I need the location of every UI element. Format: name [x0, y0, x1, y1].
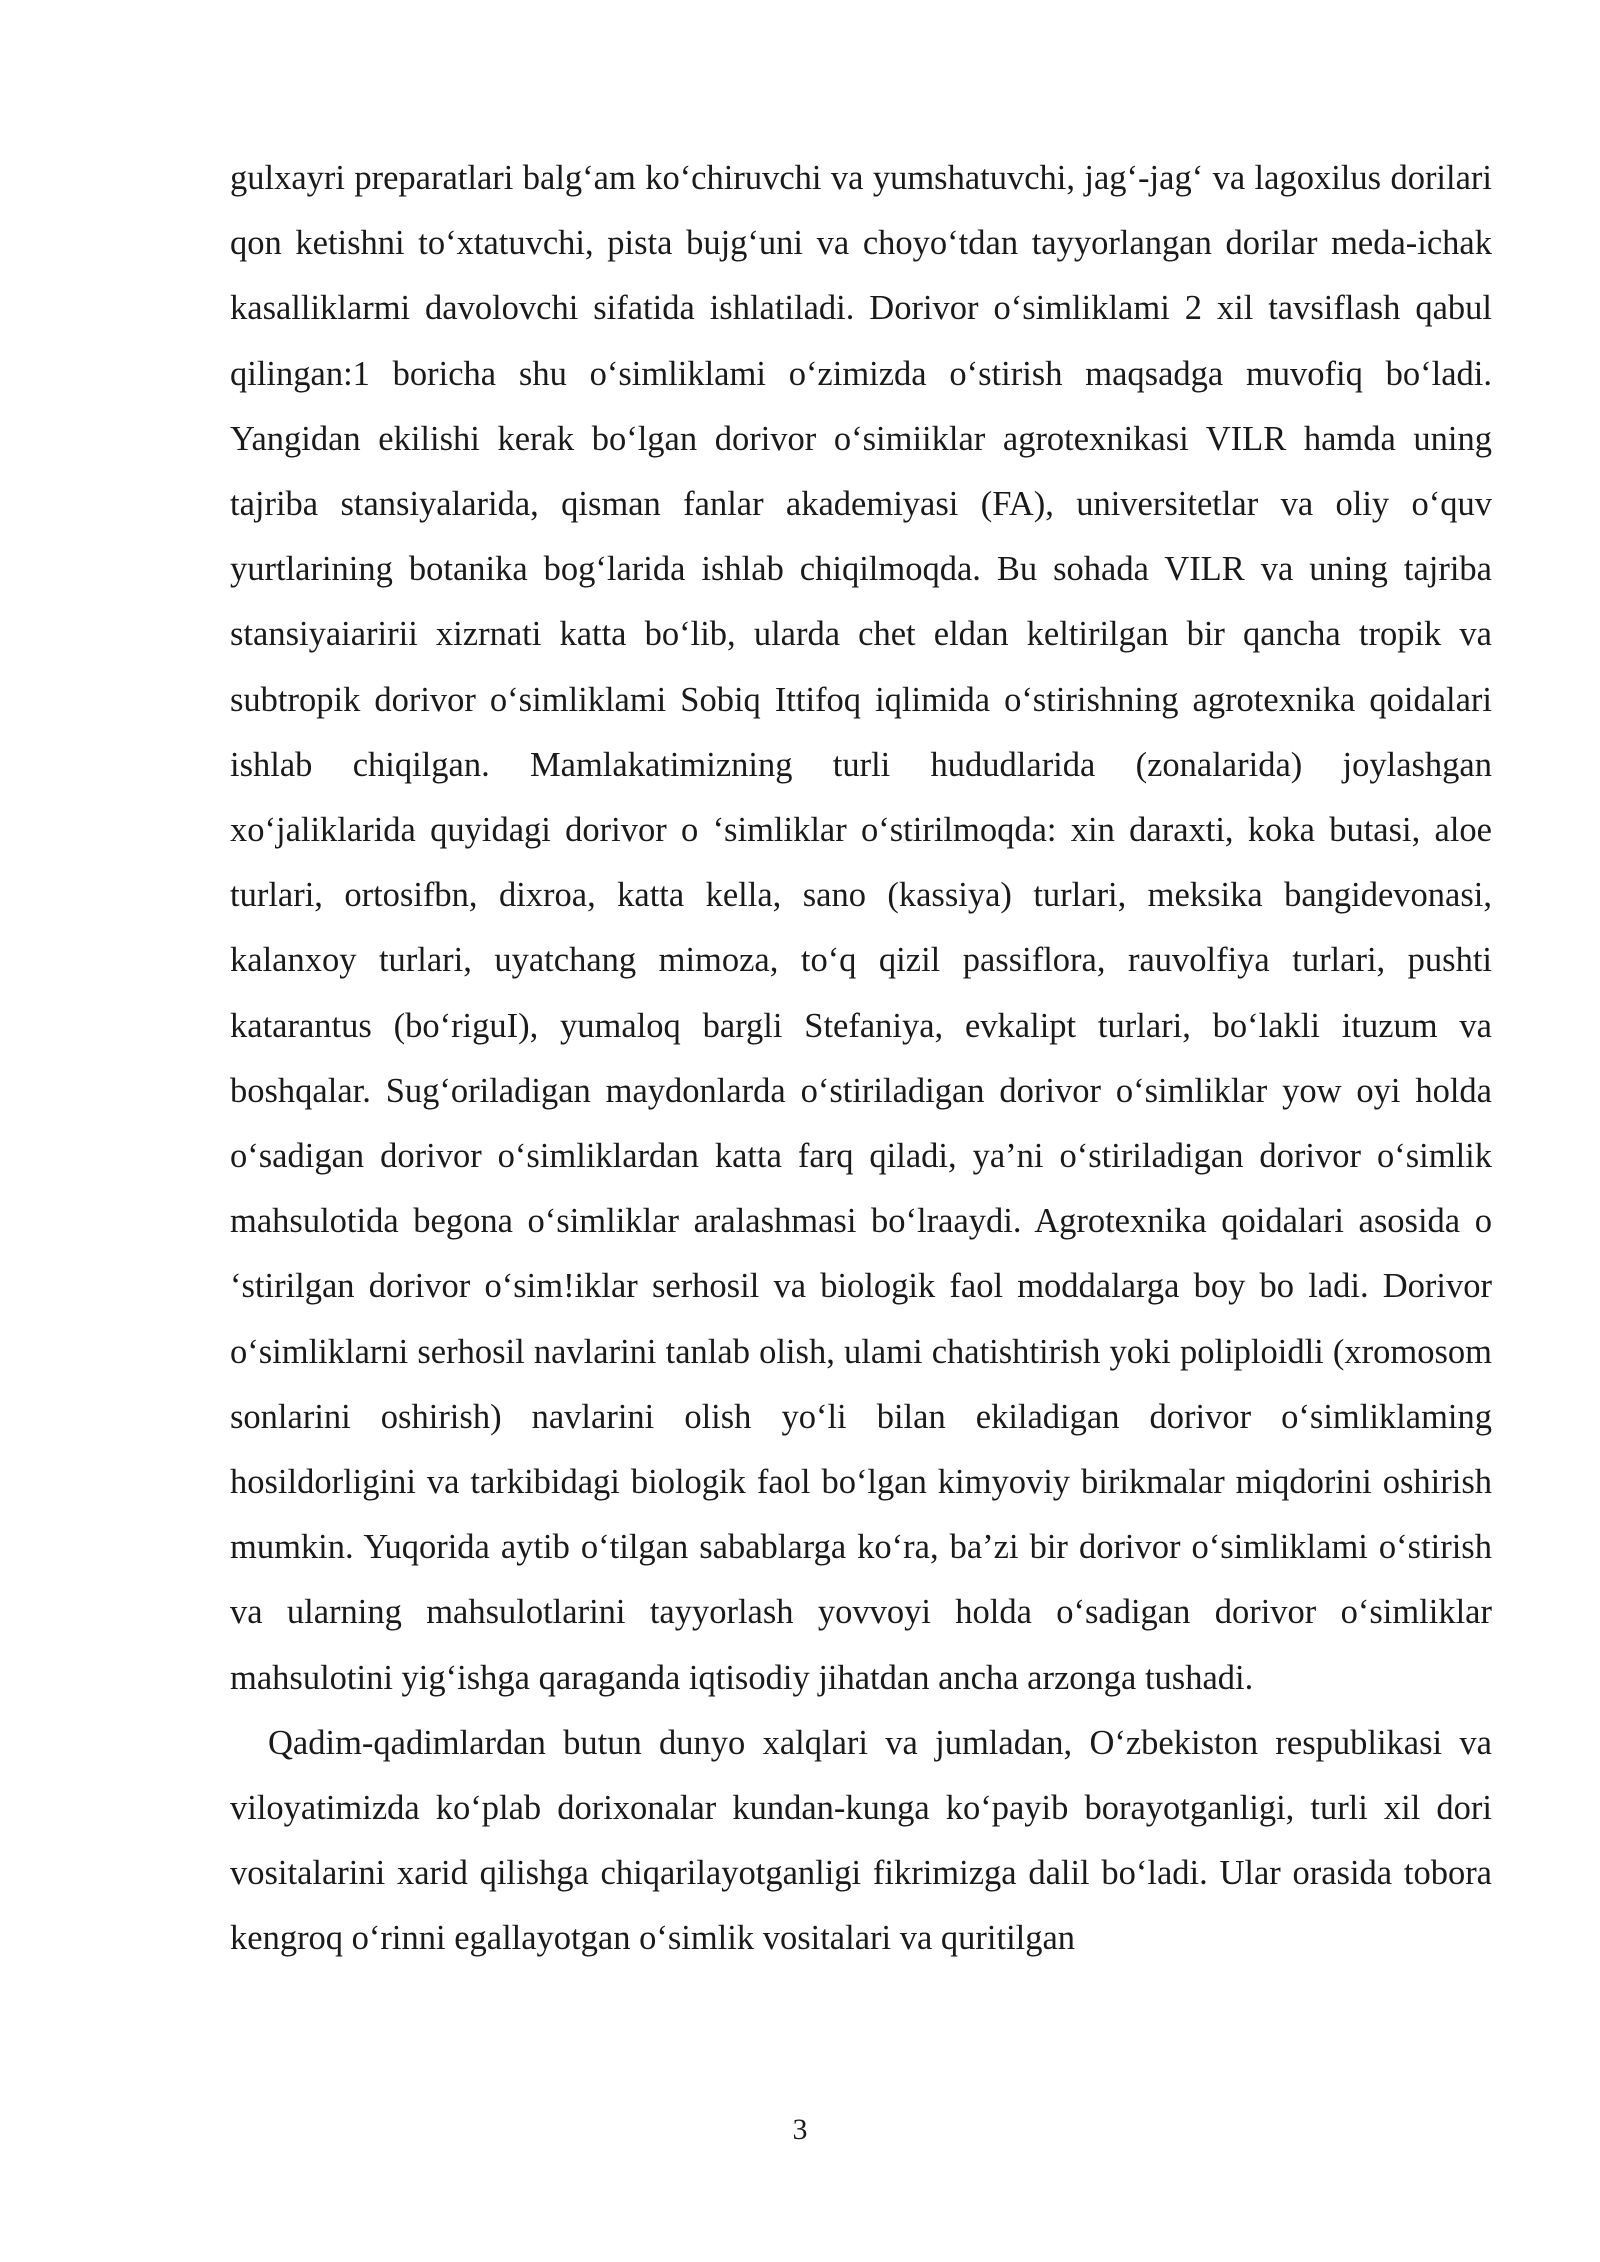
paragraph-2: Qadim-qadimlardan butun dunyo xalqlari va jumladan, O‘zbekiston respublikasi va viloyatimizda ko‘plab dorixonalar kundan-kunga ko‘payib borayotganligi, turli xil dori vositalarini xarid qilishga chiqarilayotganligi fikrimizga dalil bo‘ladi. Ular orasida tobora kengroq o‘rinni egallayotgan o‘simlik vositalari va quritilgan [230, 1723, 1492, 1958]
body-text [230, 146, 1492, 1972]
page-number: 3 [792, 2113, 808, 2146]
paragraph-1: gulxayri preparatlari balg‘am ko‘chiruvchi va yumshatuvchi, jag‘-jag‘ va lagoxilus dorilari qon ketishni to‘xtatuvchi, pista bujg‘uni va choyo‘tdan tayyorlangan dorilar meda-ichak kasalliklarmi davolovchi sifatida ishlatiladi. Dorivor o‘simliklami 2 xil tavsiflash qabul qilingan:1 boricha shu o‘simliklami o‘zimizda o‘stirish maqsadga muvofiq bo‘ladi. Yangidan ekilishi kerak bo‘lgan dorivor o‘simiiklar agrotexnikasi VILR hamda uning tajriba stansiyalarida, qisman fanlar akademiyasi (FA), universitetlar va oliy o‘quv yurtlarining botanika bog‘larida ishlab chiqilmoqda. Bu sohada VILR va uning tajriba stansiyaiaririi xizrnati katta bo‘lib, ularda chet eldan keltirilgan bir qancha tropik va subtropik dorivor o‘simliklami Sobiq Ittifoq iqlimida o‘stirishning agrotexnika qoidalari ishlab chiqilgan. Mamlakatimizning turli hududlarida (zonalarida) joylashgan xo‘jaliklarida quyidagi dorivor o ‘simliklar o‘stirilmoqda: xin daraxti, koka butasi, aloe turlari, ortosifbn, dixroa, katta kella, sano (kassiya) turlari, meksika bangidevonasi, kalanxoy turlari, uyatchang mimoza, to‘q qizil passiflora, rauvolfiya turlari, pushti katarantus (bo‘riguI), yumaloq bargli Stefaniya, evkalipt turlari, bo‘lakli ituzum va boshqalar. Sug‘oriladigan maydonlarda o‘stiriladigan dorivor o‘simliklar yow oyi holda o‘sadigan dorivor o‘simliklardan katta farq qiladi, ya’ni o‘stiriladigan dorivor o‘simlik mahsulotida begona o‘simliklar aralashmasi bo‘lraaydi. Agrotexnika qoidalari asosida o ‘stirilgan dorivor o‘sim!iklar serhosil va biologik faol moddalarga boy bo ladi. Dorivor o‘simliklarni serhosil navlarini tanlab olish, ulami chatishtirish yoki poliploidli (xromosom sonlarini oshirish) navlarini olish yo‘li bilan ekiladigan dorivor o‘simliklaming hosildorligini va tarkibidagi biologik faol bo‘lgan kimyoviy birikmalar miqdorini oshirish mumkin. Yuqorida aytib o‘tilgan sabablarga ko‘ra, ba’zi bir dorivor o‘simliklami o‘stirish va ularning mahsulotlarini tayyorlash yovvoyi holda o‘sadigan dorivor o‘simliklar mahsulotini yig‘ishga qaraganda iqtisodiy jihatdan ancha arzonga tushadi. [230, 159, 1492, 1697]
